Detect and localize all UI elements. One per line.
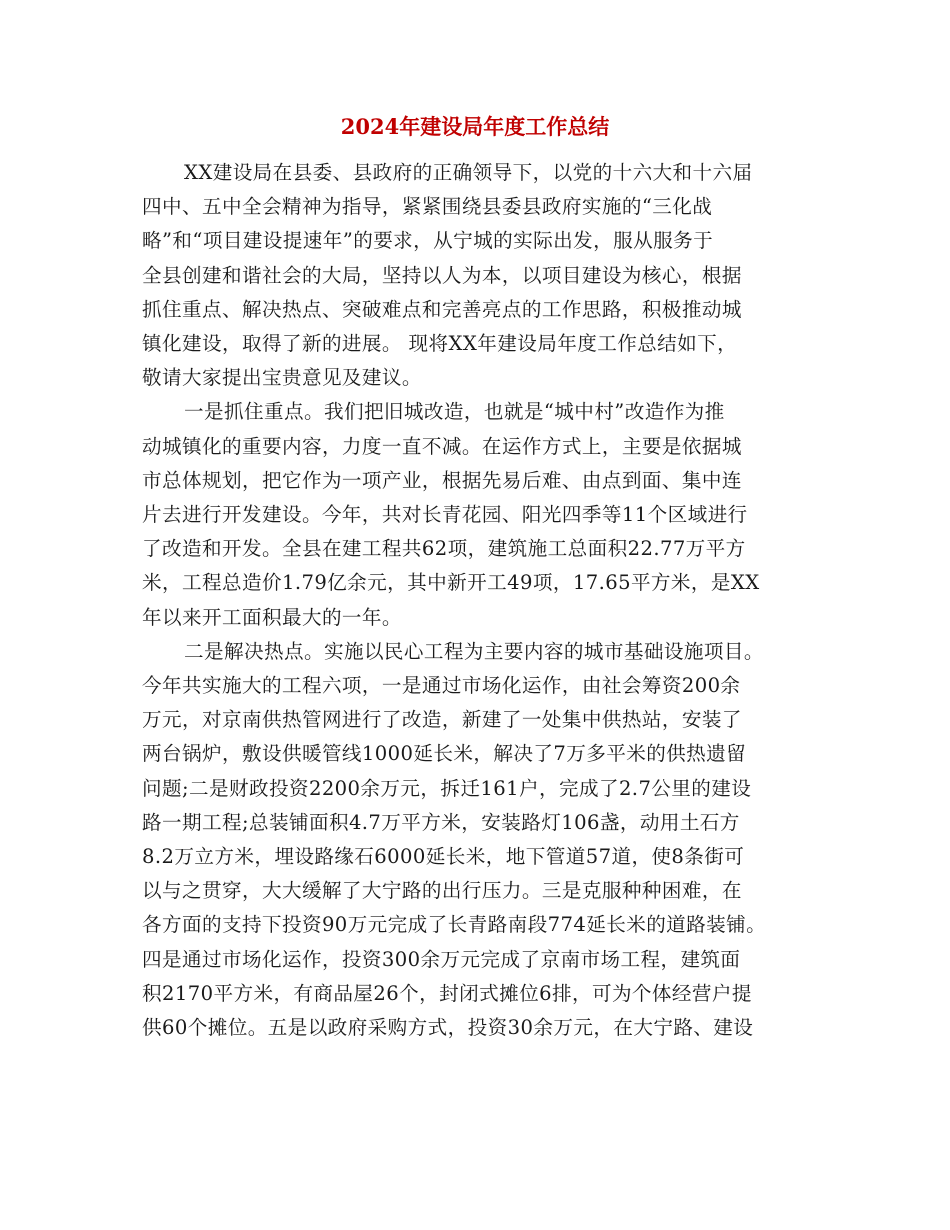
text-line: 年以来开工面积最大的一年。 [142, 605, 402, 629]
text-line: 万元，对京南供热管网进行了改造，新建了一处集中供热站，安装了 [142, 708, 742, 732]
text-line: 二是解决热点。实施以民心工程为主要内容的城市基础设施项目。 [184, 639, 764, 663]
text-line: 市总体规划，把它作为一项产业，根据先易后难、由点到面、集中连 [142, 468, 742, 492]
text-line: 以与之贯穿，大大缓解了大宁路的出行压力。三是克服种种困难，在 [142, 879, 742, 903]
paragraph-1 [142, 156, 818, 395]
document-body [142, 156, 818, 1045]
text-line: 抓住重点、解决热点、突破难点和完善亮点的工作思路，积极推动城 [142, 297, 742, 321]
text-line: 问题;二是财政投资2200余万元，拆迁161户，完成了2.7公里的建设 [142, 776, 752, 800]
text-line: 全县创建和谐社会的大局，坚持以人为本，以项目建设为核心，根据 [142, 263, 742, 287]
text-line: 路一期工程;总装铺面积4.7万平方米，安装路灯106盏，动用土石方 [142, 810, 740, 834]
text-line: 8.2万立方米，埋设路缘石6000延长米，地下管道57道，使8条街可 [142, 845, 745, 869]
text-line: 了改造和开发。全县在建工程共62项，建筑施工总面积22.77万平方 [142, 537, 746, 561]
text-line: 两台锅炉，敷设供暖管线1000延长米，解决了7万多平米的供热遗留 [142, 742, 747, 766]
text-line: 片去进行开发建设。今年，共对长青花园、阳光四季等11个区域进行 [142, 503, 748, 527]
text-line: 今年共实施大的工程六项，一是通过市场化运作，由社会筹资200余 [142, 674, 741, 698]
document-title: 2024年建设局年度工作总结 [340, 114, 610, 139]
text-line: XX建设局在县委、县政府的正确领导下，以党的十六大和十六届 [184, 161, 753, 184]
text-line: 一是抓住重点。我们把旧城改造，也就是“城中村”改造作为推 [184, 400, 725, 424]
text-line: 四中、五中全会精神为指导，紧紧围绕县委县政府实施的“三化战 [142, 195, 713, 219]
text-line: 米，工程总造价1.79亿余元，其中新开工49项，17.65平方米，是XX [142, 571, 760, 595]
text-line: 四是通过市场化运作，投资300余万元完成了京南市场工程，建筑面 [142, 947, 741, 971]
text-line: 镇化建设，取得了新的进展。 现将XX年建设局年度工作总结如下， [142, 332, 738, 356]
text-line: 供60个摊位。五是以政府采购方式，投资30余万元，在大宁路、建设 [142, 1016, 754, 1040]
text-line: 敬请大家提出宝贵意见及建议。 [142, 366, 422, 390]
paragraph-3 [142, 635, 818, 1045]
text-line: 略”和“项目建设提速年”的要求，从宁城的实际出发，服从服务于 [142, 229, 714, 253]
text-line: 各方面的支持下投资90万元完成了长青路南段774延长米的道路装铺。 [142, 913, 767, 937]
text-line: 积2170平方米，有商品屋26个，封闭式摊位6排，可为个体经营户提 [142, 981, 752, 1005]
text-line: 动城镇化的重要内容，力度一直不减。在运作方式上，主要是依据城 [142, 434, 742, 458]
paragraph-2 [142, 395, 818, 634]
